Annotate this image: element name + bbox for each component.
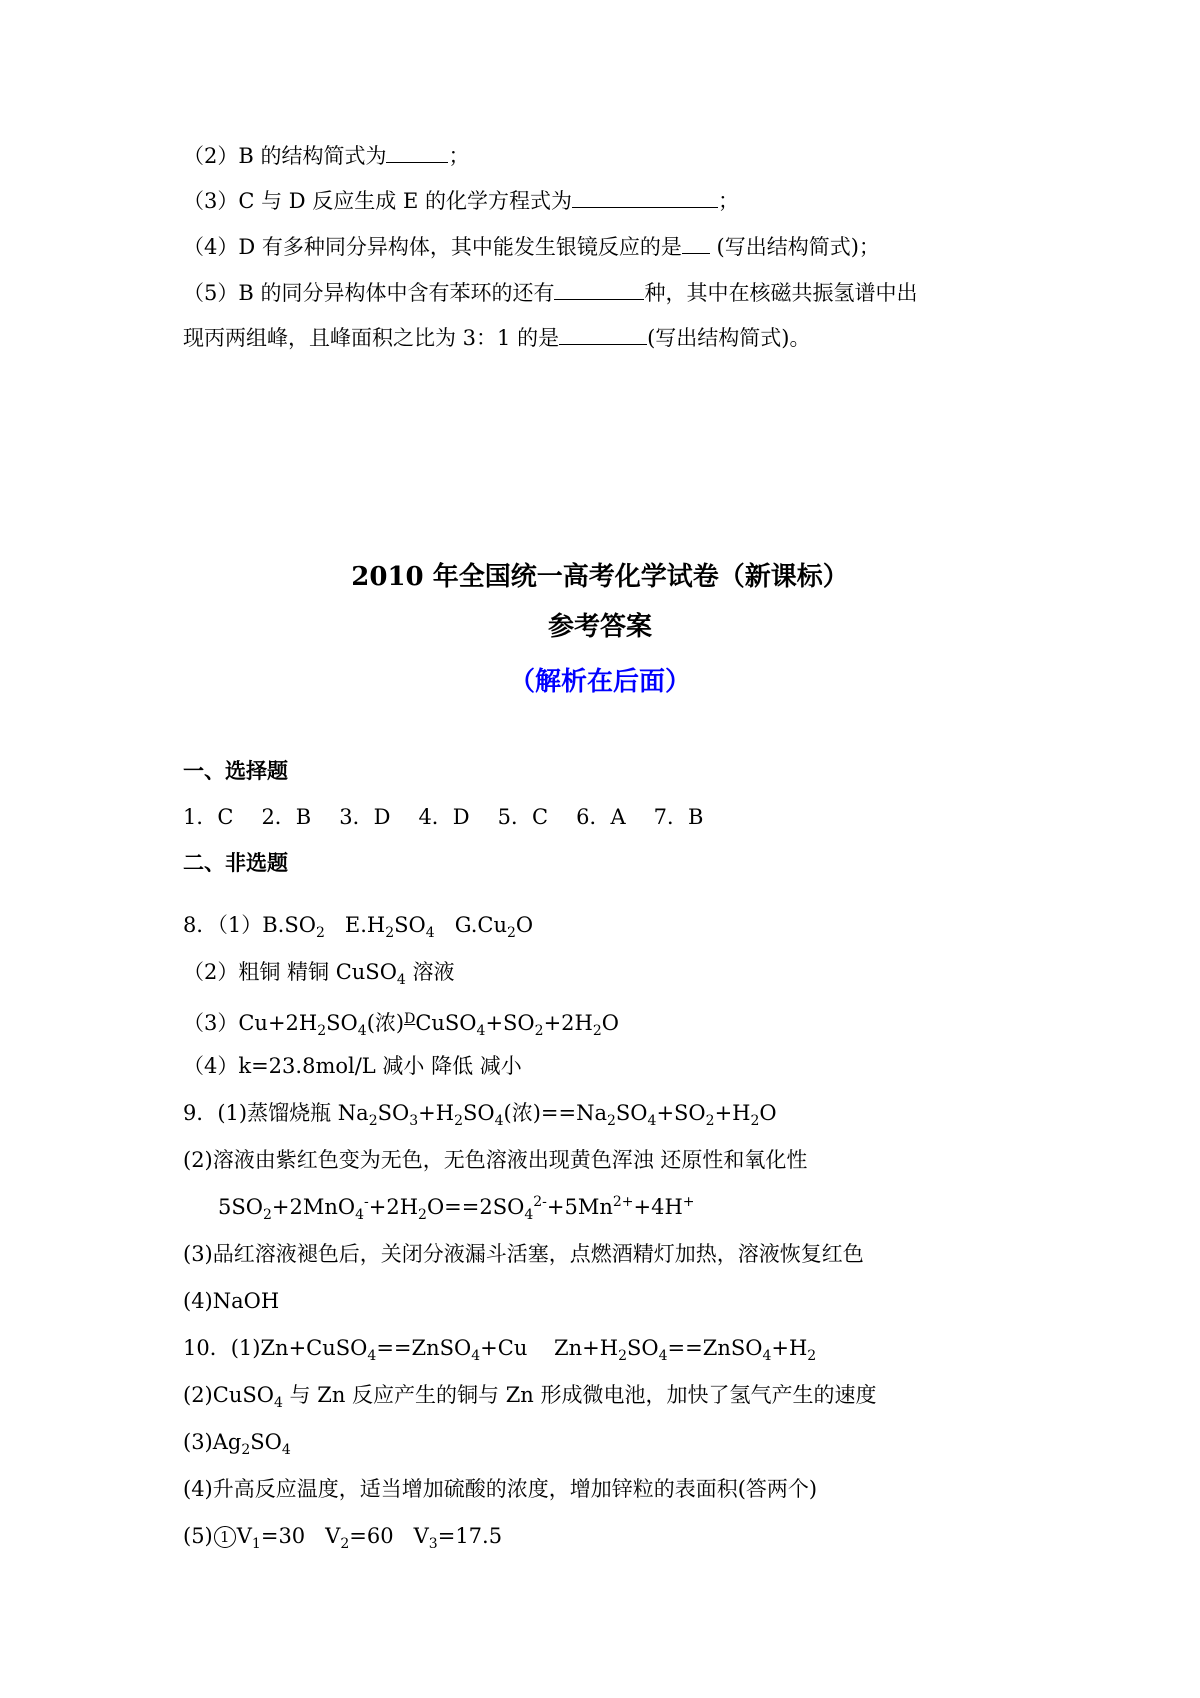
question-2: （2）B 的结构简式为 ； — [183, 144, 470, 168]
choice-answer: 7．B — [653, 805, 704, 829]
answer-blank — [559, 325, 647, 345]
answer-9-line-5: (4)NaOH — [183, 1289, 280, 1313]
answer-8-line-2: （2）粗铜 精铜 CuSO$_4$ 溶液 — [183, 960, 455, 989]
answer-9-line-1: 9．(1)蒸馏烧瓶 $Na_2SO_3+H_2SO_4$(浓)$==Na_2SO_4+SO_2+H_2O$ — [183, 1101, 777, 1130]
heat-symbol: D — [404, 1011, 416, 1027]
page-subtitle: 参考答案 — [547, 612, 652, 642]
answer-blank — [572, 188, 718, 208]
choice-answer: 3．D — [339, 805, 391, 829]
choice-answer: 2．B — [261, 805, 312, 829]
choice-answer: 1．C — [183, 805, 234, 829]
question-5: （5）B 的同分异构体中含有苯环的还有 种，其中在核磁共振氢谱中出 — [183, 281, 918, 305]
analysis-note: （解析在后面） — [508, 667, 691, 697]
page-title: 2010 年全国统一高考化学试卷（新课标） — [351, 562, 849, 592]
choice-answer: 6．A — [576, 805, 626, 829]
answer-10-line-5: (5) 1 $V_1=30$ $V_2=60$ $V_3=17.5$ — [183, 1524, 503, 1553]
answer-8-line-1: 8．$(1)B.SO_2$ $E.H_2SO_4$ $G.Cu_2O$ — [183, 913, 534, 942]
answer-9-line-3: $5SO_2+2MnO_4^-+2H_2O==2SO_4^{2-}+5Mn^{2+}+4H^+$ — [218, 1194, 695, 1224]
answer-10-line-1: 10．(1)Zn+CuSO$_4$==ZnSO$_4$+Cu $Zn+H_2SO_4==ZnSO_4+H_2$ — [183, 1336, 817, 1365]
answer-blank — [554, 280, 644, 300]
answer-10-line-4: (4)升高反应温度，适当增加硫酸的浓度，增加锌粒的表面积(答两个) — [183, 1477, 818, 1501]
nonchoice-heading: 二、非选题 — [183, 850, 288, 875]
answer-9-line-2: (2)溶液由紫红色变为无色，无色溶液出现黄色浑浊 还原性和氧化性 — [183, 1148, 808, 1172]
question-4: （4）D 有多种同分异构体，其中能发生银镜反应的是 (写出结构简式)； — [183, 235, 880, 259]
circled-number: 1 — [214, 1526, 236, 1548]
choice-answers — [183, 802, 731, 832]
answer-8-line-3: $(3)Cu+2H_2SO_4$(浓)$^DCuSO_4+SO_2+2H_2O$ — [183, 1011, 619, 1040]
answer-10-line-3: $(3)Ag_2SO_4$ — [183, 1430, 291, 1459]
answer-blank — [682, 234, 710, 254]
answer-blank — [386, 143, 448, 163]
answer-9-line-4: (3)品红溶液褪色后，关闭分液漏斗活塞，点燃酒精灯加热，溶液恢复红色 — [183, 1242, 864, 1266]
answer-10-line-2: (2)CuSO$_4$ 与 Zn 反应产生的铜与 Zn 形成微电池，加快了氢气产生的速度 — [183, 1383, 877, 1412]
choice-heading: 一、选择题 — [183, 758, 288, 783]
choice-answer: 4．D — [418, 805, 470, 829]
question-3: （3）C 与 D 反应生成 E 的化学方程式为 ； — [183, 189, 739, 213]
question-5-cont: 现丙两组峰，且峰面积之比为 3：1 的是 (写出结构简式)。 — [183, 326, 811, 350]
answer-8-line-4: （4）k=23.8mol/L 减小 降低 减小 — [183, 1054, 522, 1078]
choice-answer: 5．C — [497, 805, 549, 829]
